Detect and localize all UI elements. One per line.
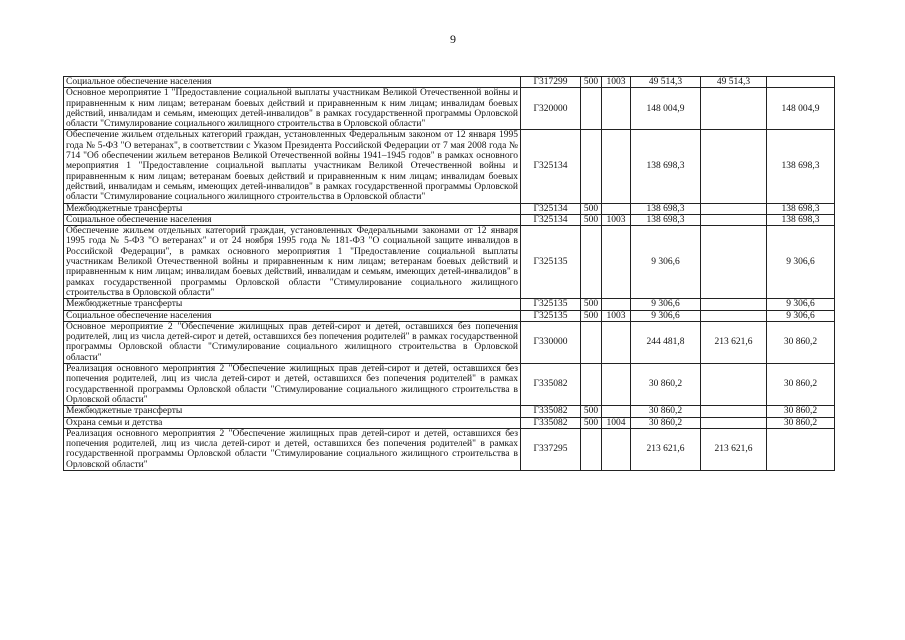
row-section-code [581,364,602,406]
table-row [64,299,835,310]
row-amount-regional: 9 306,6 [767,310,835,321]
row-subsection-code [602,130,631,203]
row-target-code: Г325135 [521,226,581,299]
row-description: Социальное обеспечение населения [64,214,521,225]
row-target-code: Г317299 [521,77,581,88]
table-row [64,310,835,321]
row-amount-federal [701,226,767,299]
row-section-code: 500 [581,77,602,88]
table-row [64,214,835,225]
row-description: Охрана семьи и детства [64,417,521,428]
row-description: Социальное обеспечение населения [64,77,521,88]
row-amount-regional: 138 698,3 [767,214,835,225]
row-amount-regional: 138 698,3 [767,130,835,203]
row-target-code: Г325134 [521,203,581,214]
row-amount-total: 9 306,6 [631,226,701,299]
row-amount-total: 9 306,6 [631,299,701,310]
table-row [64,321,835,363]
row-amount-federal [701,310,767,321]
row-subsection-code [602,203,631,214]
row-subsection-code: 1004 [602,417,631,428]
row-amount-total: 138 698,3 [631,130,701,203]
row-section-code: 500 [581,406,602,417]
row-target-code: Г335082 [521,364,581,406]
row-description: Социальное обеспечение населения [64,310,521,321]
row-section-code: 500 [581,203,602,214]
table-row [64,428,835,470]
row-target-code: Г325134 [521,214,581,225]
row-amount-total: 30 860,2 [631,364,701,406]
table-row [64,77,835,88]
row-amount-regional: 9 306,6 [767,299,835,310]
row-amount-regional [767,428,835,470]
row-description: Межбюджетные трансферты [64,203,521,214]
row-amount-total: 30 860,2 [631,417,701,428]
row-amount-federal: 213 621,6 [701,428,767,470]
row-description: Реализация основного мероприятия 2 "Обеспечение жилищных прав детей-сирот и детей, оставшихся без попечения родителей, лиц из числа детей-сирот и детей, оставшихся без попечения родителей" в рамках государственной программы Орловской области "Стимулирование социального жилищного строительства в Орловской области" [64,364,521,406]
row-description: Обеспечение жильем отдельных категорий граждан, установленных Федеральным законом от 12 января 1995 года № 5-ФЗ "О ветеранах", в соответствии с Указом Президента Российской Федерации от 7 мая 2008 года № 714 "Об обеспечении жильем ветеранов Великой Отечественной войны 1941–1945 годов" в рамках основного мероприятия 1 "Предоставление социальной выплаты участникам Великой Отечественной войны и приравненным к ним лицам; ветеранам боевых действий и приравненным к ним лицам; инвалидам боевых действий, инвалидам и семьям, имеющих детей-инвалидов" в рамках государственной программы Орловской области "Стимулирование социального жилищного строительства в Орловской области" [64,130,521,203]
row-target-code: Г330000 [521,321,581,363]
row-amount-regional: 30 860,2 [767,364,835,406]
row-subsection-code [602,321,631,363]
row-description: Основное мероприятие 1 "Предоставление социальной выплаты участникам Великой Отечественной войны и приравненным к ним лицам; ветеранам боевых действий и приравненным к ним лицам; инвалидам боевых действий, инвалидам и семьям, имеющих детей-инвалидов" в рамках государственной программы Орловской области "Стимулирование социального жилищного строительства в Орловской области" [64,88,521,130]
row-amount-federal [701,406,767,417]
row-target-code: Г337295 [521,428,581,470]
row-target-code: Г335082 [521,406,581,417]
row-amount-total: 138 698,3 [631,203,701,214]
row-section-code: 500 [581,214,602,225]
table-row [64,203,835,214]
row-subsection-code [602,406,631,417]
row-description: Основное мероприятие 2 "Обеспечение жилищных прав детей-сирот и детей, оставшихся без попечения родителей, лиц из числа детей-сирот и детей, оставшихся без попечения родителей" в рамках государственной программы Орловской области "Стимулирование социального жилищного строительства в Орловской области" [64,321,521,363]
row-target-code: Г325135 [521,310,581,321]
row-amount-total: 138 698,3 [631,214,701,225]
row-target-code: Г335082 [521,417,581,428]
row-amount-total: 244 481,8 [631,321,701,363]
row-amount-regional: 30 860,2 [767,406,835,417]
row-amount-regional: 138 698,3 [767,203,835,214]
row-amount-total: 213 621,6 [631,428,701,470]
row-subsection-code [602,428,631,470]
row-amount-federal [701,88,767,130]
row-amount-federal [701,203,767,214]
row-subsection-code [602,88,631,130]
table-row [64,88,835,130]
row-amount-regional [767,77,835,88]
row-target-code: Г320000 [521,88,581,130]
table-row [64,226,835,299]
row-section-code [581,428,602,470]
row-amount-regional: 9 306,6 [767,226,835,299]
row-amount-federal [701,214,767,225]
row-description: Межбюджетные трансферты [64,299,521,310]
row-section-code [581,130,602,203]
row-amount-federal: 49 514,3 [701,77,767,88]
row-amount-federal [701,364,767,406]
row-amount-total: 30 860,2 [631,406,701,417]
row-amount-federal: 213 621,6 [701,321,767,363]
table-row [64,130,835,203]
row-amount-total: 49 514,3 [631,77,701,88]
row-description: Межбюджетные трансферты [64,406,521,417]
row-section-code [581,88,602,130]
row-subsection-code: 1003 [602,214,631,225]
row-amount-federal [701,417,767,428]
row-section-code [581,226,602,299]
row-subsection-code [602,364,631,406]
row-subsection-code: 1003 [602,77,631,88]
row-amount-regional: 148 004,9 [767,88,835,130]
row-amount-total: 148 004,9 [631,88,701,130]
row-section-code [581,321,602,363]
row-amount-regional: 30 860,2 [767,321,835,363]
row-subsection-code [602,299,631,310]
row-description: Обеспечение жильем отдельных категорий граждан, установленных Федеральными законами от 12 января 1995 года № 5-ФЗ "О ветеранах" и от 24 ноября 1995 года № 181-ФЗ "О социальной защите инвалидов в Российской Федерации", в рамках основного мероприятия 1 "Предоставление социальной выплаты участникам Великой Отечественной войны и приравненным к ним лицам; ветеранам боевых действий и приравненным к ним лицам; инвалидам боевых действий, инвалидам и семьям, имеющих детей-инвалидов" в рамках государственной программы Орловской области "Стимулирование социального жилищного строительства в Орловской области" [64,226,521,299]
row-amount-total: 9 306,6 [631,310,701,321]
row-subsection-code [602,226,631,299]
table-row [64,364,835,406]
budget-table-body [64,77,835,471]
row-target-code: Г325135 [521,299,581,310]
row-amount-federal [701,299,767,310]
row-description: Реализация основного мероприятия 2 "Обеспечение жилищных прав детей-сирот и детей, оставшихся без попечения родителей, лиц из числа детей-сирот и детей, оставшихся без попечения родителей" в рамках государственной программы Орловской области "Стимулирование социального жилищного строительства в Орловской области" [64,428,521,470]
budget-table [63,76,835,471]
row-target-code: Г325134 [521,130,581,203]
table-row [64,406,835,417]
row-section-code: 500 [581,417,602,428]
row-amount-regional: 30 860,2 [767,417,835,428]
row-section-code: 500 [581,299,602,310]
row-section-code: 500 [581,310,602,321]
row-subsection-code: 1003 [602,310,631,321]
table-row [64,417,835,428]
row-amount-federal [701,130,767,203]
page-number: 9 [450,32,456,46]
